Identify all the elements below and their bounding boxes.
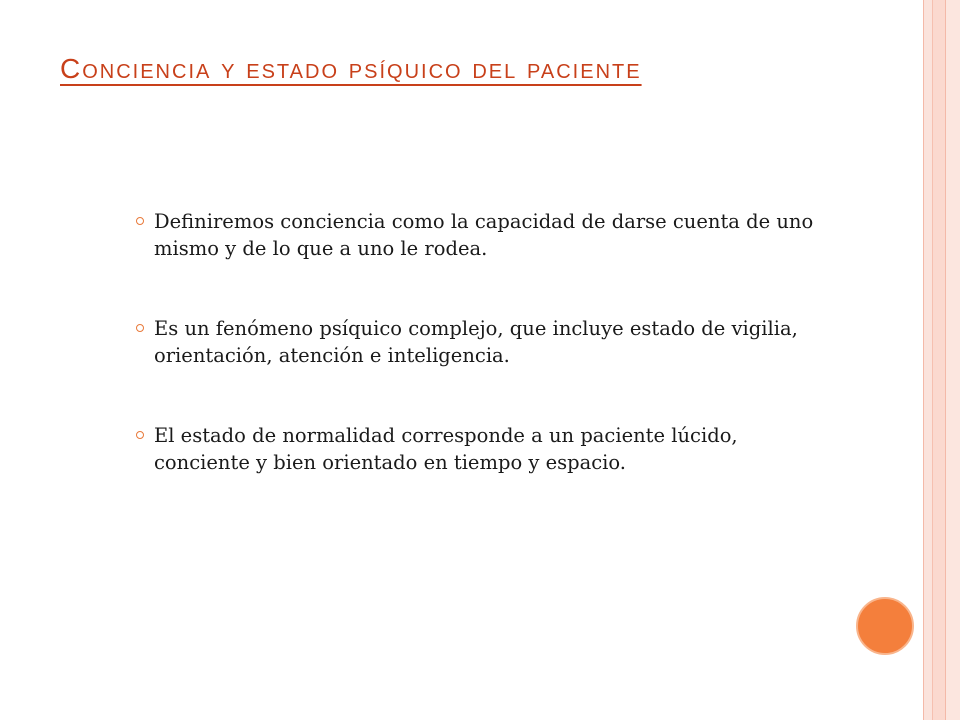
bullet-text: Definiremos conciencia como la capacidad de darse cuenta de uno mismo y de lo que a uno le rodea. bbox=[154, 210, 814, 260]
bullet-item-1 bbox=[136, 208, 836, 262]
slide-title: Conciencia y estado psíquico del paciente bbox=[60, 53, 642, 84]
bullet-text: El estado de normalidad corresponde a un paciente lúcido, conciente y bien orientado en tiempo y espacio. bbox=[154, 424, 738, 474]
hollow-circle-bullet-icon bbox=[136, 324, 144, 332]
decorative-stripe-3 bbox=[945, 0, 960, 720]
hollow-circle-bullet-icon bbox=[136, 217, 144, 225]
bullet-item-2 bbox=[136, 315, 836, 369]
hollow-circle-bullet-icon bbox=[136, 431, 144, 439]
decorative-stripe-1 bbox=[923, 0, 932, 720]
orange-circle-icon bbox=[856, 597, 914, 655]
bullet-item-3 bbox=[136, 422, 836, 476]
bullet-text: Es un fenómeno psíquico complejo, que incluye estado de vigilia, orientación, atención e inteligencia. bbox=[154, 317, 798, 367]
decorative-stripe-2 bbox=[932, 0, 946, 720]
bullet-list bbox=[136, 208, 836, 529]
